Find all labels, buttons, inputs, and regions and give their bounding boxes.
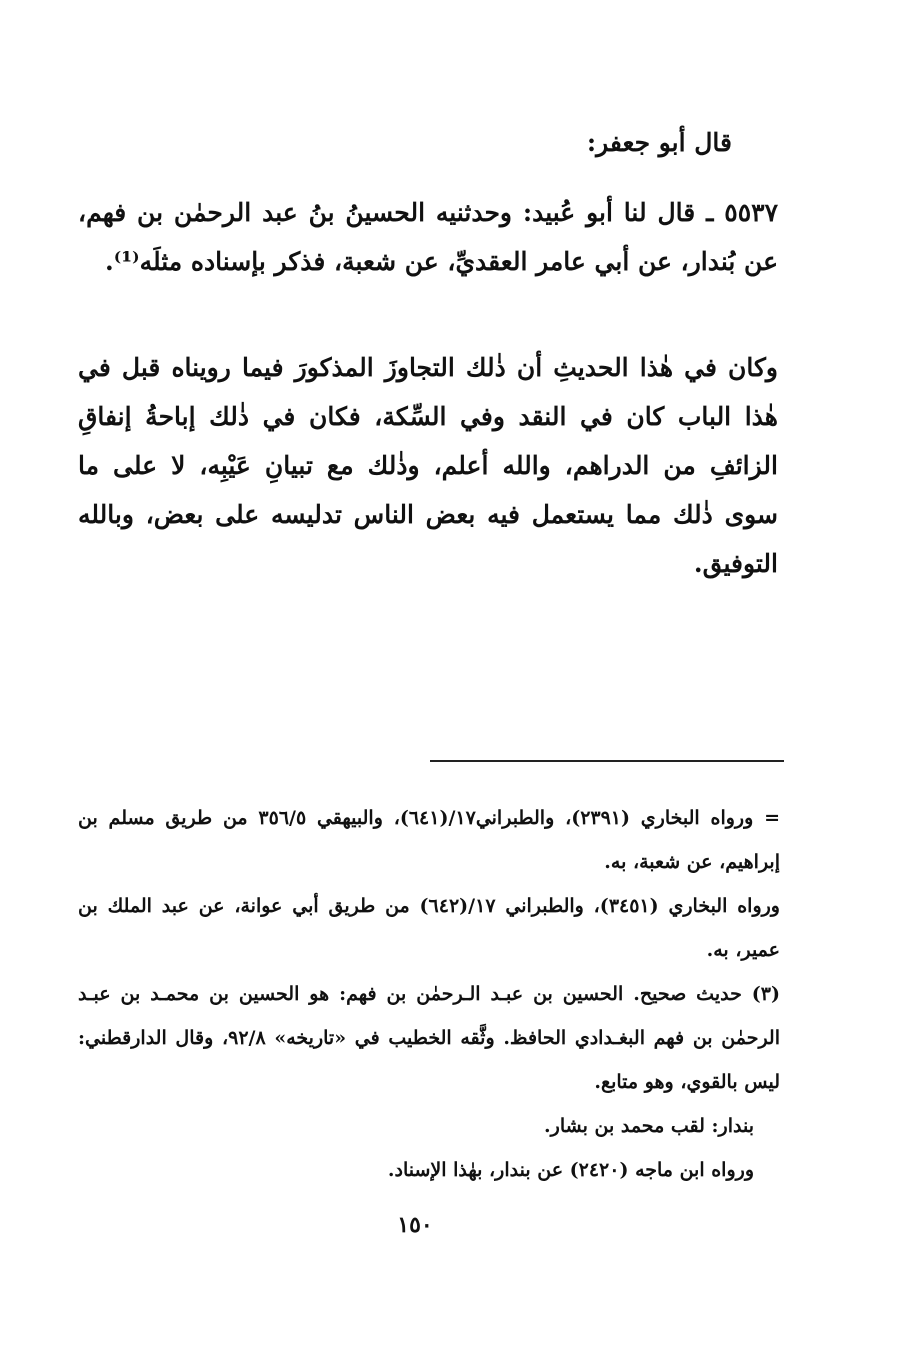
footnote-3-source: ورواه ابن ماجه (٢٤٢٠) عن بندار، بهٰذا الإسناد.	[387, 1159, 754, 1181]
commentary-paragraph	[78, 343, 778, 588]
footnotes	[78, 796, 780, 1192]
footnote-continuation-1: = ورواه البخاري (٢٣٩١)، والطبراني١٧/(٦٤١)، والبيهقي ٣٥٦/٥ من طريق مسلم بن إبراهيم، عن شعبة، به.	[78, 807, 780, 873]
section-heading: قال أبو جعفر:	[586, 128, 732, 157]
footnote-3-note: بندار: لقب محمد بن بشار.	[544, 1115, 754, 1137]
footnote-3: (٣) حديث صحيح. الحسين بن عبـد الـرحمٰن بن فهم: هو الحسين بن محمـد بن عبـد الرحمٰن بن فهم البغـدادي الحافظ. وثَّقه الخطيب في «تاريخه» ٩٢/٨، وقال الدارقطني: ليس بالقوي، وهو متابع.	[78, 983, 781, 1093]
hadith-paragraph	[78, 188, 778, 286]
commentary-text: وكان في هٰذا الحديثِ أن ذٰلك التجاوزَ المذكورَ فيما رويناه قبل في هٰذا الباب كان في النقد وفي السِّكة، فكان في ذٰلك إباحةُ إنفاقِ الزائفِ من الدراهم، والله أعلم، وذٰلك مع تبيانِ عَيْبِه، لا على ما سوى ذٰلك مما يستعمل فيه بعض الناس تدليسه على بعض، وبالله التوفيق.	[78, 353, 778, 578]
hadith-text: ٥٥٣٧ ـ قال لنا أبو عُبيد: وحدثنيه الحسينُ بنُ عبد الرحمٰن بن فهم، عن بُندار، عن أبي عامر العقديِّ، عن شعبة، فذكر بإسناده مثلَه⁽¹⁾.	[78, 198, 778, 276]
footnote-continuation-2: ورواه البخاري (٣٤٥١)، والطبراني ١٧/(٦٤٢) من طريق أبي عوانة، عن عبد الملك بن عمير، به.	[78, 895, 780, 961]
footnote-divider	[430, 760, 784, 762]
page-number: ١٥٠	[397, 1212, 433, 1238]
